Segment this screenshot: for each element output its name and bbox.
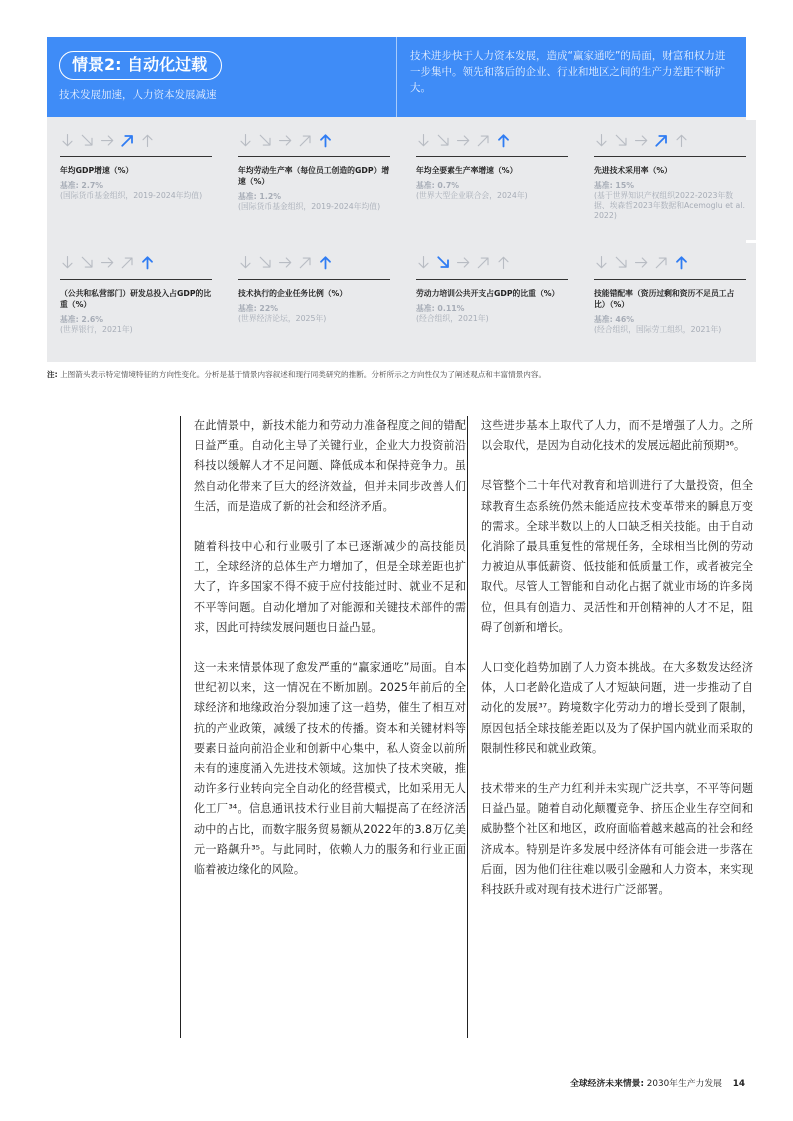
indicator-title: 技术执行的企业任务比例（%） bbox=[238, 288, 348, 298]
indicator-baseline: 基准: 0.11% bbox=[416, 303, 465, 313]
divider bbox=[60, 156, 212, 157]
divider bbox=[238, 279, 390, 280]
arrow-down-right-icon bbox=[80, 133, 95, 148]
scenario-subtitle: 技术发展加速，人力资本发展减速 bbox=[59, 89, 217, 101]
arrow-right-icon bbox=[278, 133, 293, 148]
arrow-down-icon bbox=[594, 255, 609, 270]
indicator-card bbox=[225, 120, 400, 240]
arrow-right-icon bbox=[634, 255, 649, 270]
indicator-card bbox=[581, 243, 756, 363]
arrow-down-right-icon bbox=[436, 133, 451, 148]
paragraph: 人口变化趋势加剧了人力资本挑战。在大多数发达经济体，人口老龄化造成了人才短缺问题，进一步推动了自动化的发展³⁷。跨境数字化劳动力的增长受到了限制，原因包括全球技能差距以及为了保护国内就业而采取的限制性移民和就业政策。 bbox=[481, 661, 753, 755]
divider bbox=[594, 156, 746, 157]
direction-arrows bbox=[238, 128, 390, 152]
indicator-card bbox=[225, 243, 400, 363]
indicator-source: (基于世界知识产权组织2022-2023年数据、埃森哲2023年数据和Acemoglu et al. 2022) bbox=[594, 191, 745, 220]
banner-left bbox=[47, 37, 397, 117]
indicator-baseline: 基准: 15% bbox=[594, 181, 635, 190]
divider bbox=[594, 279, 746, 280]
arrow-down-right-icon bbox=[614, 133, 629, 148]
direction-arrows bbox=[60, 251, 212, 275]
paragraph: 随着科技中心和行业吸引了本已逐渐减少的高技能员工，全球经济的总体生产力增加了，但是全球差距也扩大了，许多国家不得不疲于应付技能过时、就业不足和不平等问题。自动化增加了对能源和关键技术部件的需求，因此可持续发展问题也日益凸显。 bbox=[194, 540, 466, 634]
indicator-baseline: 基准: 1.2% bbox=[238, 192, 282, 201]
paragraph: 这一未来情景体现了愈发严重的“赢家通吃”局面。自本世纪初以来，这一情况在不断加剧。2025年前后的全球经济和地缘政治分裂加速了这一趋势，催生了相互对抗的产业政策，减缓了技术的传播。资本和关键材料等要素日益向前沿企业和创新中心集中，私人资金以前所未有的速度涌入先进技术领域。这加快了技术突破，推动许多行业转向完全自动化的经营模式，比如采用无人化工厂³⁴。信息通讯技术行业目前大幅提高了在经济活动中的占比，而数字服务贸易额从2022年的3.8万亿美元一路飙升³⁵。与此同时，依赖人力的服务和行业正面临着被边缘化的风险。 bbox=[194, 661, 466, 877]
arrow-down-icon bbox=[416, 133, 431, 148]
direction-arrows bbox=[594, 128, 746, 152]
arrow-up-right-icon bbox=[476, 133, 491, 148]
body-column-right bbox=[467, 416, 753, 1038]
arrow-right-icon bbox=[278, 255, 293, 270]
indicator-title: 劳动力培训公共开支占GDP的比重（%） bbox=[416, 288, 560, 298]
arrow-down-icon bbox=[238, 133, 253, 148]
paragraph: 这些进步基本上取代了人力，而不是增强了人力。之所以会取代，是因为自动化技术的发展远超此前预期³⁶。 bbox=[481, 419, 753, 453]
arrow-down-right-icon bbox=[80, 255, 95, 270]
indicator-title: （公共和私营部门）研发总投入占GDP的比重（%） bbox=[60, 288, 212, 309]
indicator-source: (世界经济论坛，2025年) bbox=[238, 313, 327, 323]
scenario-title: 情景2: 自动化过载 bbox=[59, 51, 222, 80]
arrow-right-icon bbox=[100, 255, 115, 270]
note-text: 上图箭头表示特定情境特征的方向性变化。分析是基于情景内容叙述和现行同类研究的推断。分析所示之方向性仅为了阐述观点和丰富情景内容。 bbox=[60, 370, 547, 379]
direction-arrows bbox=[416, 128, 568, 152]
indicator-baseline: 基准: 2.7% bbox=[60, 181, 104, 190]
indicator-card bbox=[47, 243, 222, 363]
indicator-source: (国际货币基金组织，2019-2024年均值) bbox=[238, 202, 381, 211]
arrow-right-icon bbox=[456, 255, 471, 270]
indicator-title: 年均GDP增速（%） bbox=[60, 166, 134, 175]
direction-arrows bbox=[60, 128, 212, 152]
indicator-source: (国际货币基金组织，2019-2024年均值) bbox=[60, 191, 203, 200]
arrow-up-icon bbox=[140, 133, 155, 148]
indicator-title: 先进技术采用率（%） bbox=[594, 166, 672, 175]
page-footer bbox=[570, 1076, 745, 1089]
arrow-down-right-icon bbox=[614, 255, 629, 270]
divider bbox=[238, 156, 390, 157]
arrow-up-right-icon bbox=[120, 133, 135, 148]
indicator-baseline: 基准: 46% bbox=[594, 314, 635, 324]
arrow-up-icon bbox=[140, 255, 155, 270]
indicator-baseline: 基准: 0.7% bbox=[416, 181, 460, 190]
paragraph: 在此情景中，新技术能力和劳动力准备程度之间的错配日益严重。自动化主导了关键行业，企业大力投资前沿科技以缓解人才不足问题、降低成本和保持竞争力。虽然自动化带来了巨大的经济效益，但并未同步改善人们生活，而是造成了新的社会和经济矛盾。 bbox=[194, 419, 466, 513]
body-column-left bbox=[180, 416, 466, 1038]
footer-report-title: 全球经济未来情景: bbox=[570, 1079, 644, 1089]
paragraph: 技术带来的生产力红利并未实现广泛共享，不平等问题日益凸显。随着自动化颠覆竞争、挤压企业生存空间和威胁整个社区和地区，政府面临着越来越高的社会和经济成本。特别是许多发展中经济体有可能会进一步落在后面，因为他们往往难以吸引金融和人力资本，来实现科技跃升或对现有技术进行广泛部署。 bbox=[481, 782, 753, 897]
indicator-baseline: 基准: 22% bbox=[238, 303, 279, 313]
arrow-up-right-icon bbox=[298, 255, 313, 270]
direction-arrows bbox=[238, 251, 390, 275]
arrow-up-icon bbox=[496, 133, 511, 148]
arrow-up-right-icon bbox=[298, 133, 313, 148]
direction-arrows bbox=[594, 251, 746, 275]
arrow-up-right-icon bbox=[120, 255, 135, 270]
arrow-right-icon bbox=[634, 133, 649, 148]
arrow-down-right-icon bbox=[258, 133, 273, 148]
scenario-description: 技术进步快于人力资本发展，造成“赢家通吃”的局面，财富和权力进一步集中。领先和落后的企业、行业和地区之间的生产力差距不断扩大。 bbox=[410, 50, 726, 94]
indicator-baseline: 基准: 2.6% bbox=[60, 314, 104, 324]
arrow-down-icon bbox=[60, 133, 75, 148]
indicator-card bbox=[47, 120, 222, 240]
arrow-down-right-icon bbox=[258, 255, 273, 270]
arrow-up-right-icon bbox=[654, 133, 669, 148]
arrow-up-icon bbox=[674, 255, 689, 270]
indicator-card bbox=[403, 120, 578, 240]
arrow-down-right-icon bbox=[436, 255, 451, 270]
scenario-banner bbox=[47, 37, 746, 117]
paragraph: 尽管整个二十年代对教育和培训进行了大量投资，但全球教育生态系统仍然未能适应技术变革带来的瞬息万变的需求。全球半数以上的人口缺乏相关技能。由于自动化消除了最具重复性的常规任务，全球相当比例的劳动力被迫从事低薪资、低技能和低质量工作，或者被完全取代。尽管人工智能和自动化占据了就业市场的许多岗位，但具有创造力、灵活性和开创精神的人才不足，阻碍了创新和增长。 bbox=[481, 479, 753, 634]
indicator-title: 年均全要素生产率增速（%） bbox=[416, 166, 518, 175]
indicator-source: (经合组织，2021年) bbox=[416, 313, 489, 323]
arrow-up-icon bbox=[674, 133, 689, 148]
arrow-up-icon bbox=[318, 255, 333, 270]
arrow-right-icon bbox=[456, 133, 471, 148]
indicator-source: (经合组织，国际劳工组织，2021年) bbox=[594, 324, 722, 334]
divider bbox=[416, 156, 568, 157]
arrow-down-icon bbox=[594, 133, 609, 148]
indicator-title: 年均劳动生产率（每位员工创造的GDP）增速（%） bbox=[238, 166, 390, 186]
arrow-down-icon bbox=[238, 255, 253, 270]
indicator-card bbox=[403, 243, 578, 363]
arrow-up-right-icon bbox=[476, 255, 491, 270]
footer-report-subtitle: 2030年生产力发展 bbox=[646, 1079, 722, 1089]
indicator-source: (世界大型企业联合会，2024年) bbox=[416, 191, 528, 200]
page-number: 14 bbox=[732, 1079, 745, 1089]
arrow-right-icon bbox=[100, 133, 115, 148]
indicator-source: (世界银行，2021年) bbox=[60, 324, 133, 334]
arrow-down-icon bbox=[416, 255, 431, 270]
arrow-up-icon bbox=[318, 133, 333, 148]
divider bbox=[416, 279, 568, 280]
divider bbox=[60, 279, 212, 280]
arrow-up-right-icon bbox=[654, 255, 669, 270]
figure-note bbox=[47, 369, 767, 380]
indicator-title: 技能错配率（资历过剩和资历不足员工占比）（%） bbox=[594, 288, 735, 309]
indicator-card bbox=[581, 120, 756, 240]
arrow-up-icon bbox=[496, 255, 511, 270]
direction-arrows bbox=[416, 251, 568, 275]
note-label: 注: bbox=[47, 370, 58, 379]
indicator-grid bbox=[47, 117, 746, 362]
arrow-down-icon bbox=[60, 255, 75, 270]
